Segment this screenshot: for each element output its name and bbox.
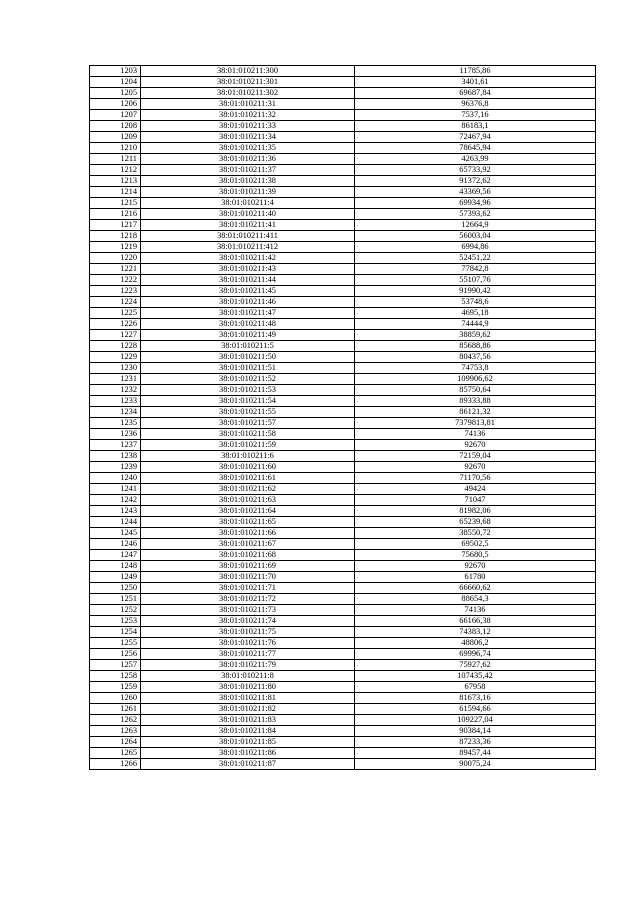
cadastral-value-cell: 48806,2 (355, 638, 596, 649)
cadastral-value-cell: 74444,9 (355, 319, 596, 330)
cadastral-value-cell: 71170,56 (355, 473, 596, 484)
table-row (90, 319, 596, 330)
row-number-cell: 1243 (90, 506, 141, 517)
cadastral-value-cell: 77842,8 (355, 264, 596, 275)
cadastral-value-cell: 56003,04 (355, 231, 596, 242)
cadastral-value-cell: 4263,99 (355, 154, 596, 165)
table-row (90, 682, 596, 693)
table-row (90, 132, 596, 143)
row-number-cell: 1257 (90, 660, 141, 671)
row-number-cell: 1203 (90, 66, 141, 77)
cadastral-value-cell: 74136 (355, 429, 596, 440)
table-row (90, 693, 596, 704)
cadastral-value-cell: 80437,56 (355, 352, 596, 363)
row-number-cell: 1236 (90, 429, 141, 440)
cadastral-value-cell: 67958 (355, 682, 596, 693)
cadastral-number-cell: 38:01:010211:36 (141, 154, 355, 165)
table-row (90, 561, 596, 572)
row-number-cell: 1250 (90, 583, 141, 594)
cadastral-number-cell: 38:01:010211:63 (141, 495, 355, 506)
row-number-cell: 1231 (90, 374, 141, 385)
table-row (90, 616, 596, 627)
table-row (90, 198, 596, 209)
cadastral-number-cell: 38:01:010211:54 (141, 396, 355, 407)
cadastral-value-cell: 92670 (355, 462, 596, 473)
cadastral-value-cell: 7537,16 (355, 110, 596, 121)
row-number-cell: 1207 (90, 110, 141, 121)
table-row (90, 396, 596, 407)
row-number-cell: 1223 (90, 286, 141, 297)
cadastral-value-cell: 89333,88 (355, 396, 596, 407)
cadastral-number-cell: 38:01:010211:65 (141, 517, 355, 528)
row-number-cell: 1213 (90, 176, 141, 187)
table-row (90, 418, 596, 429)
row-number-cell: 1204 (90, 77, 141, 88)
cadastral-value-cell: 78645,94 (355, 143, 596, 154)
cadastral-number-cell: 38:01:010211:34 (141, 132, 355, 143)
cadastral-value-cell: 86183,1 (355, 121, 596, 132)
cadastral-number-cell: 38:01:010211:53 (141, 385, 355, 396)
row-number-cell: 1249 (90, 572, 141, 583)
cadastral-number-cell: 38:01:010211:39 (141, 187, 355, 198)
cadastral-number-cell: 38:01:010211:33 (141, 121, 355, 132)
row-number-cell: 1266 (90, 759, 141, 770)
cadastral-value-cell: 57393,62 (355, 209, 596, 220)
table-row (90, 220, 596, 231)
row-number-cell: 1251 (90, 594, 141, 605)
cadastral-value-cell: 88654,3 (355, 594, 596, 605)
row-number-cell: 1265 (90, 748, 141, 759)
table-row (90, 627, 596, 638)
cadastral-value-cell: 49424 (355, 484, 596, 495)
cadastral-number-cell: 38:01:010211:55 (141, 407, 355, 418)
cadastral-number-cell: 38:01:010211:35 (141, 143, 355, 154)
row-number-cell: 1256 (90, 649, 141, 660)
cadastral-number-cell: 38:01:010211:75 (141, 627, 355, 638)
cadastral-number-cell: 38:01:010211:45 (141, 286, 355, 297)
cadastral-value-cell: 38550,72 (355, 528, 596, 539)
row-number-cell: 1253 (90, 616, 141, 627)
cadastral-number-cell: 38:01:010211:64 (141, 506, 355, 517)
cadastral-number-cell: 38:01:010211:48 (141, 319, 355, 330)
row-number-cell: 1217 (90, 220, 141, 231)
table-row (90, 572, 596, 583)
cadastral-number-cell: 38:01:010211:301 (141, 77, 355, 88)
cadastral-number-cell: 38:01:010211:82 (141, 704, 355, 715)
cadastral-value-cell: 69687,84 (355, 88, 596, 99)
row-number-cell: 1245 (90, 528, 141, 539)
table-row (90, 429, 596, 440)
cadastral-value-cell: 92670 (355, 440, 596, 451)
row-number-cell: 1240 (90, 473, 141, 484)
table-row (90, 264, 596, 275)
cadastral-value-cell: 69996,74 (355, 649, 596, 660)
row-number-cell: 1246 (90, 539, 141, 550)
row-number-cell: 1262 (90, 715, 141, 726)
cadastral-number-cell: 38:01:010211:76 (141, 638, 355, 649)
row-number-cell: 1260 (90, 693, 141, 704)
row-number-cell: 1221 (90, 264, 141, 275)
cadastral-number-cell: 38:01:010211:83 (141, 715, 355, 726)
table-row (90, 110, 596, 121)
cadastral-number-cell: 38:01:010211:74 (141, 616, 355, 627)
cadastral-value-cell: 55107,76 (355, 275, 596, 286)
cadastral-value-cell: 85750,64 (355, 385, 596, 396)
table-row (90, 737, 596, 748)
row-number-cell: 1208 (90, 121, 141, 132)
table-row (90, 660, 596, 671)
cadastral-number-cell: 38:01:010211:52 (141, 374, 355, 385)
table-row (90, 253, 596, 264)
cadastral-value-cell: 81982,06 (355, 506, 596, 517)
cadastral-value-cell: 71047 (355, 495, 596, 506)
cadastral-number-cell: 38:01:010211:31 (141, 99, 355, 110)
cadastral-number-cell: 38:01:010211:72 (141, 594, 355, 605)
row-number-cell: 1215 (90, 198, 141, 209)
cadastral-number-cell: 38:01:010211:86 (141, 748, 355, 759)
row-number-cell: 1232 (90, 385, 141, 396)
cadastral-value-cell: 66660,62 (355, 583, 596, 594)
table-row (90, 583, 596, 594)
cadastral-number-cell: 38:01:010211:57 (141, 418, 355, 429)
table-row (90, 286, 596, 297)
cadastral-number-cell: 38:01:010211:41 (141, 220, 355, 231)
cadastral-value-cell: 65733,92 (355, 165, 596, 176)
cadastral-value-cell: 96376,8 (355, 99, 596, 110)
cadastral-number-cell: 38:01:010211:5 (141, 341, 355, 352)
cadastral-value-cell: 3401,61 (355, 77, 596, 88)
cadastral-number-cell: 38:01:010211:71 (141, 583, 355, 594)
row-number-cell: 1258 (90, 671, 141, 682)
cadastral-number-cell: 38:01:010211:77 (141, 649, 355, 660)
cadastral-value-cell: 90384,14 (355, 726, 596, 737)
table-row (90, 649, 596, 660)
row-number-cell: 1254 (90, 627, 141, 638)
cadastral-value-cell: 107435,42 (355, 671, 596, 682)
row-number-cell: 1218 (90, 231, 141, 242)
row-number-cell: 1222 (90, 275, 141, 286)
row-number-cell: 1259 (90, 682, 141, 693)
table-row (90, 506, 596, 517)
table-row (90, 605, 596, 616)
cadastral-value-cell: 12664,9 (355, 220, 596, 231)
cadastral-number-cell: 38:01:010211:49 (141, 330, 355, 341)
row-number-cell: 1263 (90, 726, 141, 737)
cadastral-value-cell: 7379813,81 (355, 418, 596, 429)
cadastral-number-cell: 38:01:010211:81 (141, 693, 355, 704)
cadastral-number-cell: 38:01:010211:80 (141, 682, 355, 693)
cadastral-value-cell: 109227,04 (355, 715, 596, 726)
row-number-cell: 1205 (90, 88, 141, 99)
cadastral-value-cell: 53748,6 (355, 297, 596, 308)
cadastral-number-cell: 38:01:010211:43 (141, 264, 355, 275)
cadastral-number-cell: 38:01:010211:59 (141, 440, 355, 451)
table-row (90, 374, 596, 385)
row-number-cell: 1214 (90, 187, 141, 198)
row-number-cell: 1219 (90, 242, 141, 253)
row-number-cell: 1210 (90, 143, 141, 154)
cadastral-number-cell: 38:01:010211:58 (141, 429, 355, 440)
cadastral-value-cell: 52451,22 (355, 253, 596, 264)
cadastral-number-cell: 38:01:010211:85 (141, 737, 355, 748)
cadastral-value-cell: 11785,86 (355, 66, 596, 77)
row-number-cell: 1216 (90, 209, 141, 220)
row-number-cell: 1212 (90, 165, 141, 176)
cadastral-number-cell: 38:01:010211:32 (141, 110, 355, 121)
cadastral-value-cell: 72159,04 (355, 451, 596, 462)
table-row (90, 154, 596, 165)
table-row (90, 99, 596, 110)
table-row (90, 242, 596, 253)
cadastral-value-cell: 74383,12 (355, 627, 596, 638)
cadastral-value-cell: 72467,94 (355, 132, 596, 143)
cadastral-number-cell: 38:01:010211:50 (141, 352, 355, 363)
cadastral-number-cell: 38:01:010211:44 (141, 275, 355, 286)
cadastral-number-cell: 38:01:010211:300 (141, 66, 355, 77)
cadastral-value-cell: 66166,38 (355, 616, 596, 627)
table-row (90, 440, 596, 451)
cadastral-number-cell: 38:01:010211:61 (141, 473, 355, 484)
table-row (90, 352, 596, 363)
cadastral-number-cell: 38:01:010211:79 (141, 660, 355, 671)
cadastral-number-cell: 38:01:010211:42 (141, 253, 355, 264)
table-row (90, 77, 596, 88)
table-row (90, 484, 596, 495)
row-number-cell: 1241 (90, 484, 141, 495)
row-number-cell: 1228 (90, 341, 141, 352)
table-row (90, 330, 596, 341)
row-number-cell: 1224 (90, 297, 141, 308)
cadastral-value-cell: 81673,16 (355, 693, 596, 704)
row-number-cell: 1239 (90, 462, 141, 473)
table-row (90, 539, 596, 550)
cadastral-value-table (89, 65, 596, 770)
table-row (90, 88, 596, 99)
row-number-cell: 1229 (90, 352, 141, 363)
cadastral-value-cell: 69502,5 (355, 539, 596, 550)
cadastral-value-cell: 91990,42 (355, 286, 596, 297)
table-body (90, 66, 596, 770)
cadastral-value-cell: 69934,96 (355, 198, 596, 209)
table-row (90, 308, 596, 319)
cadastral-number-cell: 38:01:010211:67 (141, 539, 355, 550)
cadastral-value-cell: 38859,62 (355, 330, 596, 341)
cadastral-number-cell: 38:01:010211:38 (141, 176, 355, 187)
cadastral-value-cell: 61594,66 (355, 704, 596, 715)
cadastral-value-cell: 87233,36 (355, 737, 596, 748)
row-number-cell: 1252 (90, 605, 141, 616)
table-row (90, 385, 596, 396)
row-number-cell: 1206 (90, 99, 141, 110)
cadastral-value-cell: 91372,62 (355, 176, 596, 187)
table-row (90, 759, 596, 770)
cadastral-value-cell: 89457,44 (355, 748, 596, 759)
row-number-cell: 1247 (90, 550, 141, 561)
table-row (90, 165, 596, 176)
cadastral-number-cell: 38:01:010211:40 (141, 209, 355, 220)
row-number-cell: 1242 (90, 495, 141, 506)
row-number-cell: 1211 (90, 154, 141, 165)
cadastral-value-cell: 65239,68 (355, 517, 596, 528)
cadastral-value-cell: 43369,56 (355, 187, 596, 198)
row-number-cell: 1235 (90, 418, 141, 429)
table-row (90, 187, 596, 198)
cadastral-number-cell: 38:01:010211:412 (141, 242, 355, 253)
cadastral-number-cell: 38:01:010211:73 (141, 605, 355, 616)
cadastral-number-cell: 38:01:010211:62 (141, 484, 355, 495)
cadastral-number-cell: 38:01:010211:70 (141, 572, 355, 583)
row-number-cell: 1230 (90, 363, 141, 374)
table-row (90, 275, 596, 286)
cadastral-value-cell: 85688,86 (355, 341, 596, 352)
table-row (90, 176, 596, 187)
table-row (90, 121, 596, 132)
table-row (90, 451, 596, 462)
cadastral-number-cell: 38:01:010211:411 (141, 231, 355, 242)
cadastral-value-cell: 86121,32 (355, 407, 596, 418)
cadastral-number-cell: 38:01:010211:84 (141, 726, 355, 737)
cadastral-value-cell: 109906,62 (355, 374, 596, 385)
cadastral-value-cell: 74136 (355, 605, 596, 616)
cadastral-number-cell: 38:01:010211:37 (141, 165, 355, 176)
cadastral-number-cell: 38:01:010211:46 (141, 297, 355, 308)
row-number-cell: 1255 (90, 638, 141, 649)
table-row (90, 495, 596, 506)
cadastral-number-cell: 38:01:010211:6 (141, 451, 355, 462)
table-row (90, 363, 596, 374)
row-number-cell: 1220 (90, 253, 141, 264)
row-number-cell: 1227 (90, 330, 141, 341)
cadastral-value-cell: 90075,24 (355, 759, 596, 770)
row-number-cell: 1248 (90, 561, 141, 572)
table-row (90, 209, 596, 220)
table-row (90, 462, 596, 473)
table-row (90, 748, 596, 759)
table-row (90, 517, 596, 528)
table-row (90, 297, 596, 308)
table-row (90, 715, 596, 726)
cadastral-value-cell: 6994,86 (355, 242, 596, 253)
cadastral-number-cell: 38:01:010211:47 (141, 308, 355, 319)
table-row (90, 473, 596, 484)
cadastral-number-cell: 38:01:010211:87 (141, 759, 355, 770)
table-row (90, 143, 596, 154)
row-number-cell: 1237 (90, 440, 141, 451)
cadastral-number-cell: 38:01:010211:8 (141, 671, 355, 682)
row-number-cell: 1238 (90, 451, 141, 462)
cadastral-value-cell: 61780 (355, 572, 596, 583)
table-row (90, 341, 596, 352)
table-row (90, 638, 596, 649)
row-number-cell: 1264 (90, 737, 141, 748)
row-number-cell: 1209 (90, 132, 141, 143)
table-row (90, 407, 596, 418)
table-row (90, 594, 596, 605)
cadastral-number-cell: 38:01:010211:4 (141, 198, 355, 209)
table-row (90, 704, 596, 715)
cadastral-value-cell: 75680,5 (355, 550, 596, 561)
cadastral-value-cell: 92670 (355, 561, 596, 572)
table-row (90, 671, 596, 682)
row-number-cell: 1234 (90, 407, 141, 418)
cadastral-number-cell: 38:01:010211:60 (141, 462, 355, 473)
cadastral-number-cell: 38:01:010211:66 (141, 528, 355, 539)
table-row (90, 550, 596, 561)
row-number-cell: 1244 (90, 517, 141, 528)
table-row (90, 231, 596, 242)
row-number-cell: 1225 (90, 308, 141, 319)
cadastral-value-cell: 4695,18 (355, 308, 596, 319)
table-row (90, 66, 596, 77)
cadastral-number-cell: 38:01:010211:51 (141, 363, 355, 374)
row-number-cell: 1261 (90, 704, 141, 715)
cadastral-number-cell: 38:01:010211:68 (141, 550, 355, 561)
cadastral-number-cell: 38:01:010211:69 (141, 561, 355, 572)
cadastral-value-cell: 74753,8 (355, 363, 596, 374)
row-number-cell: 1233 (90, 396, 141, 407)
table-row (90, 726, 596, 737)
cadastral-number-cell: 38:01:010211:302 (141, 88, 355, 99)
cadastral-value-cell: 75927,62 (355, 660, 596, 671)
row-number-cell: 1226 (90, 319, 141, 330)
table-row (90, 528, 596, 539)
